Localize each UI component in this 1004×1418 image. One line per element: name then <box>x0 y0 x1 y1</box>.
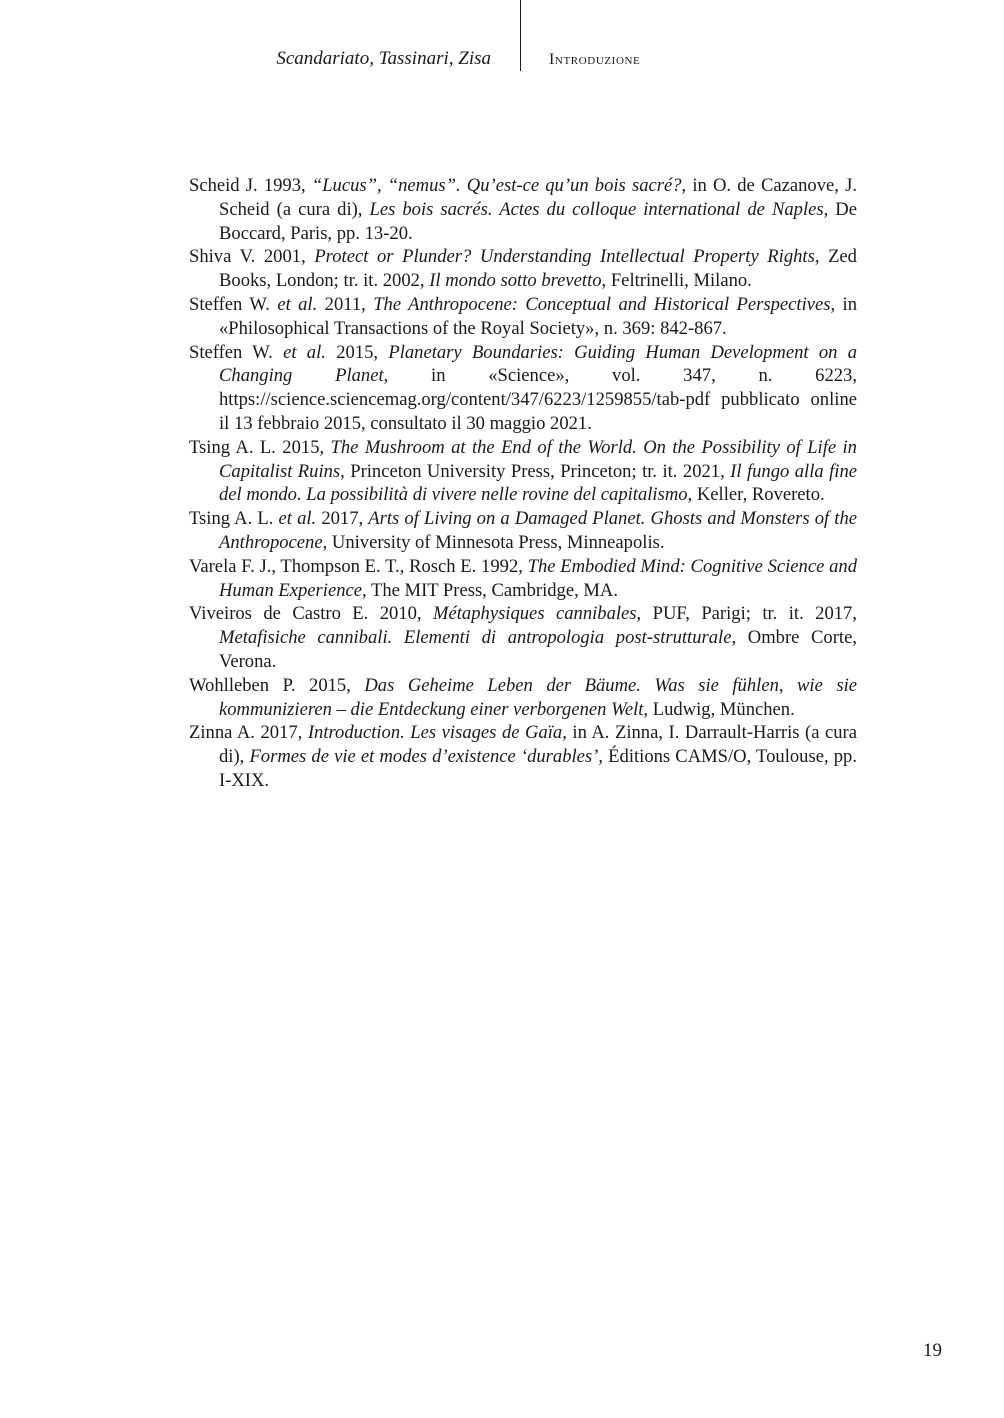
bibliography-entry <box>189 555 857 603</box>
bibliography-entry <box>189 341 857 436</box>
entry-title-italic: Protect or Plunder? Understanding Intellectual Property Rights <box>314 246 815 268</box>
entry-title-italic: Das Geheime Leben der Bäume. Was sie fühlen, wie sie kommunizieren – die Entdeckung einer verborgenen Welt <box>219 674 857 720</box>
entry-text: , Zed Books, London; tr. it. 2002, <box>219 246 857 292</box>
bibliography-entry <box>189 674 857 722</box>
entry-title-italic: “Lucus”, “nemus”. Qu’est-ce qu’un bois sacré? <box>311 175 682 196</box>
running-head-section: Introduzione <box>549 51 641 68</box>
entry-text: , Princeton University Press, Princeton; tr. it. 2021, <box>340 460 731 482</box>
entry-text: , in A. Zinna, I. Darrault-Harris (a cura di), <box>219 722 858 768</box>
bibliography-list <box>189 174 857 793</box>
entry-text: , Ludwig, München. <box>643 698 795 720</box>
entry-text: , The MIT Press, Cambridge, MA. <box>362 579 619 601</box>
entry-text: Varela F. J., Thompson E. T., Rosch E. 1992, <box>189 555 528 577</box>
entry-text: Wohlleben P. 2015, <box>189 674 365 696</box>
entry-text: , Éditions CAMS/O, Toulouse, pp. I-XIX. <box>219 746 857 791</box>
entry-text: , Feltrinelli, Milano. <box>601 270 752 292</box>
entry-title-italic: et al. <box>278 508 317 530</box>
entry-title-italic: Il fungo alla fine del mondo. La possibilità di vivere nelle rovine del capitalismo <box>219 460 857 506</box>
entry-title-italic: Metafisiche cannibali. Elementi di antropologia post-strutturale <box>219 627 732 649</box>
entry-text: , Ombre Corte, Verona. <box>219 627 857 672</box>
bibliography-entry <box>189 507 857 555</box>
running-head-divider <box>520 0 521 71</box>
entry-title-italic: The Anthropocene: Conceptual and Historical Perspectives <box>373 293 831 315</box>
entry-title-italic: Les bois sacrés. Actes du colloque international de Naples <box>369 198 824 220</box>
bibliography-entry <box>189 174 857 245</box>
entry-text: 2015, <box>325 341 389 363</box>
entry-text: Shiva V. 2001, <box>189 246 315 268</box>
entry-title-italic: Arts of Living on a Damaged Planet. Ghosts and Monsters of the Anthropocene <box>219 508 858 553</box>
entry-text: , PUF, Parigi; tr. it. 2017, <box>636 603 857 625</box>
entry-title-italic: Métaphysiques cannibales <box>433 603 637 625</box>
bibliography-entry <box>189 436 857 507</box>
entry-text: , in O. de Cazanove, J. Scheid (a cura di), <box>219 175 857 220</box>
bibliography-entry <box>189 602 857 673</box>
entry-text: 2011, <box>317 293 374 315</box>
entry-title-italic: et al. <box>277 293 318 315</box>
bibliography-entry <box>189 721 857 792</box>
entry-title-italic: The Mushroom at the End of the World. On the Possibility of Life in Capitalist Ruins <box>219 436 857 482</box>
entry-title-italic: Introduction. Les visages de Gaïa <box>307 722 563 744</box>
entry-text: , in «Science», vol. 347, n. 6223, https://science.sciencemag.org/content/347/6223/1259855/tab-pdf pubblicato online il 13 febbraio 2015, consultato il 30 maggio 2021. <box>219 365 857 434</box>
bibliography-entry <box>189 245 857 293</box>
entry-text: , in «Philosophical Transactions of the Royal Society», n. 369: 842-867. <box>219 293 858 339</box>
page-number: 19 <box>923 1340 942 1361</box>
bibliography-entry <box>189 293 857 341</box>
entry-text: , De Boccard, Paris, pp. 13-20. <box>219 198 857 244</box>
entry-title-italic: Planetary Boundaries: Guiding Human Development on a Changing Planet <box>219 341 857 387</box>
running-head <box>0 0 1004 80</box>
entry-title-italic: et al. <box>283 341 326 363</box>
entry-text: Tsing A. L. <box>189 508 279 530</box>
entry-text: Zinna A. 2017, <box>189 722 308 744</box>
entry-text: , University of Minnesota Press, Minneapolis. <box>322 531 665 553</box>
entry-text: Scheid J. 1993, <box>189 175 312 196</box>
entry-text: Viveiros de Castro E. 2010, <box>189 603 434 625</box>
entry-text: , Keller, Rovereto. <box>687 484 825 506</box>
entry-title-italic: Il mondo sotto brevetto <box>429 270 602 292</box>
entry-title-italic: Formes de vie et modes d’existence ‘durables’ <box>249 746 599 768</box>
running-head-authors: Scandariato, Tassinari, Zisa <box>276 48 491 69</box>
entry-text: 2017, <box>316 508 369 530</box>
entry-text: Tsing A. L. 2015, <box>189 436 331 458</box>
entry-title-italic: The Embodied Mind: Cognitive Science and Human Experience <box>219 555 857 601</box>
entry-text: Steffen W. <box>189 341 284 363</box>
entry-text: Steffen W. <box>189 293 278 315</box>
